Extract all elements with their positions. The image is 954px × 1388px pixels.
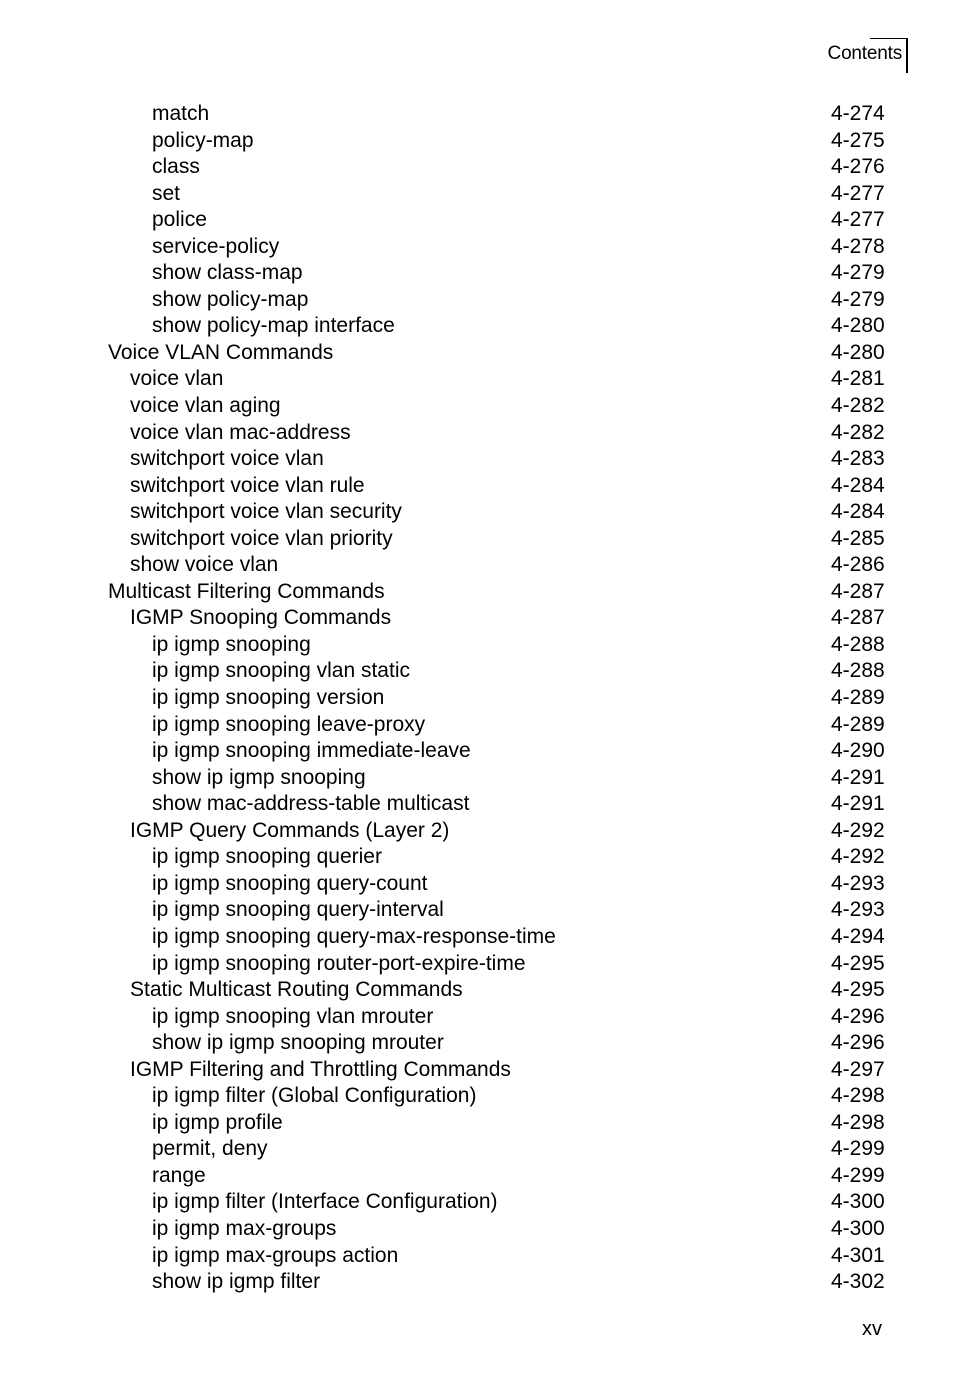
toc-entry-title: Multicast Filtering Commands	[108, 579, 385, 603]
toc-entry[interactable]	[0, 207, 954, 234]
toc-entry-title: show class-map	[152, 261, 303, 285]
header-vertical-rule	[906, 38, 908, 73]
toc-entry-title: switchport voice vlan priority	[130, 526, 393, 550]
toc-entry[interactable]	[0, 526, 954, 553]
toc-entry-title: ip igmp snooping vlan static	[152, 659, 410, 683]
toc-entry[interactable]	[0, 1163, 954, 1190]
toc-entry-title: voice vlan aging	[130, 394, 281, 418]
toc-entry-page: 4-280	[831, 314, 885, 338]
toc-entry[interactable]	[0, 499, 954, 526]
toc-entry-page: 4-279	[831, 261, 885, 285]
toc-entry[interactable]	[0, 605, 954, 632]
toc-entry[interactable]	[0, 1083, 954, 1110]
toc-entry-title: voice vlan mac-address	[130, 420, 351, 444]
toc-entry-title: service-policy	[152, 234, 280, 258]
toc-entry-page: 4-282	[831, 420, 885, 444]
toc-entry-page: 4-277	[831, 181, 885, 205]
toc-entry-title: set	[152, 181, 181, 205]
toc-entry-page: 4-286	[831, 553, 885, 577]
toc-entry-page: 4-298	[831, 1110, 885, 1134]
toc-entry-title: ip igmp max-groups	[152, 1216, 337, 1240]
toc-entry-page: 4-277	[831, 208, 885, 232]
toc-entry-title: ip igmp snooping router-port-expire-time	[152, 951, 526, 975]
toc-entry-title: ip igmp snooping vlan mrouter	[152, 1004, 434, 1028]
toc-entry-page: 4-297	[831, 1057, 885, 1081]
toc-entry-title: show policy-map	[152, 287, 309, 311]
toc-entry-page: 4-283	[831, 447, 885, 471]
toc-entry-page: 4-296	[831, 1004, 885, 1028]
toc-entry-title: switchport voice vlan rule	[130, 473, 365, 497]
toc-entry-title: switchport voice vlan security	[130, 500, 402, 524]
toc-entry[interactable]	[0, 552, 954, 579]
toc-entry-page: 4-299	[831, 1137, 885, 1161]
toc-entry-title: show ip igmp snooping mrouter	[152, 1031, 444, 1055]
toc-entry-page: 4-276	[831, 155, 885, 179]
toc-entry-page: 4-284	[831, 473, 885, 497]
toc-entry[interactable]	[0, 1269, 954, 1296]
toc-entry-title: range	[152, 1163, 206, 1187]
toc-entry-title: ip igmp max-groups action	[152, 1243, 399, 1267]
toc-entry[interactable]	[0, 632, 954, 659]
toc-entry-page: 4-300	[831, 1190, 885, 1214]
toc-entry-page: 4-292	[831, 845, 885, 869]
toc-entry-page: 4-293	[831, 898, 885, 922]
toc-entry[interactable]	[0, 951, 954, 978]
toc-entry-title: show ip igmp filter	[152, 1270, 321, 1294]
toc-entry-page: 4-287	[831, 579, 885, 603]
toc-entry-title: IGMP Query Commands (Layer 2)	[130, 818, 450, 842]
toc-entry-page: 4-280	[831, 340, 885, 364]
toc-entry[interactable]	[0, 765, 954, 792]
toc-entry-page: 4-300	[831, 1216, 885, 1240]
toc-entry-page: 4-295	[831, 951, 885, 975]
toc-entry-title: permit, deny	[152, 1137, 268, 1161]
toc-entry[interactable]	[0, 658, 954, 685]
toc-entry-title: ip igmp snooping query-interval	[152, 898, 444, 922]
page-number: xv	[862, 1318, 882, 1340]
toc-entry-page: 4-287	[831, 606, 885, 630]
section-label: Contents	[827, 43, 902, 64]
toc-entry-title: class	[152, 155, 200, 179]
toc-entry[interactable]	[0, 897, 954, 924]
toc-entry[interactable]	[0, 1189, 954, 1216]
toc-entry[interactable]	[0, 420, 954, 447]
toc-entry[interactable]	[0, 791, 954, 818]
toc-entry-title: IGMP Snooping Commands	[130, 606, 392, 630]
toc-entry-title: IGMP Filtering and Throttling Commands	[130, 1057, 511, 1081]
toc-entry[interactable]	[0, 154, 954, 181]
toc-entry-title: ip igmp snooping version	[152, 686, 385, 710]
toc-entry-page: 4-299	[831, 1163, 885, 1187]
toc-entry-title: ip igmp snooping querier	[152, 845, 382, 869]
toc-entry-page: 4-284	[831, 500, 885, 524]
toc-entry[interactable]	[0, 446, 954, 473]
toc-entry-page: 4-291	[831, 765, 885, 789]
toc-entry-page: 4-294	[831, 924, 885, 948]
toc-entry-title: switchport voice vlan	[130, 447, 324, 471]
toc-entry-title: show ip igmp snooping	[152, 765, 366, 789]
toc-entry-title: ip igmp snooping leave-proxy	[152, 712, 426, 736]
table-of-contents	[0, 101, 954, 1296]
toc-entry[interactable]	[0, 738, 954, 765]
toc-entry[interactable]	[0, 871, 954, 898]
toc-entry-title: ip igmp snooping query-count	[152, 871, 428, 895]
toc-entry[interactable]	[0, 977, 954, 1004]
toc-entry[interactable]	[0, 1216, 954, 1243]
toc-entry-title: ip igmp snooping immediate-leave	[152, 739, 471, 763]
toc-entry-page: 4-301	[831, 1243, 885, 1267]
toc-entry[interactable]	[0, 1004, 954, 1031]
toc-entry-page: 4-290	[831, 739, 885, 763]
toc-entry[interactable]	[0, 579, 954, 606]
toc-entry-title: ip igmp profile	[152, 1110, 283, 1134]
toc-entry-title: voice vlan	[130, 367, 224, 391]
toc-entry[interactable]	[0, 1136, 954, 1163]
toc-entry-page: 4-289	[831, 712, 885, 736]
toc-entry-page: 4-274	[831, 102, 885, 125]
toc-entry[interactable]	[0, 818, 954, 845]
toc-entry[interactable]	[0, 1110, 954, 1137]
toc-entry[interactable]	[0, 924, 954, 951]
toc-entry[interactable]	[0, 313, 954, 340]
toc-entry-title: Voice VLAN Commands	[108, 340, 334, 364]
toc-entry[interactable]	[0, 1030, 954, 1057]
toc-entry[interactable]	[0, 260, 954, 287]
toc-entry-title: Static Multicast Routing Commands	[130, 978, 463, 1002]
toc-entry-page: 4-281	[831, 367, 885, 391]
toc-entry[interactable]	[0, 1057, 954, 1084]
toc-entry[interactable]	[0, 101, 954, 128]
toc-entry-title: show policy-map interface	[152, 314, 395, 338]
toc-entry-title: policy-map	[152, 128, 254, 152]
toc-entry[interactable]	[0, 366, 954, 393]
toc-entry[interactable]	[0, 712, 954, 739]
toc-entry-title: ip igmp filter (Global Configuration)	[152, 1084, 477, 1108]
toc-entry[interactable]	[0, 287, 954, 314]
toc-entry-page: 4-275	[831, 128, 885, 152]
toc-entry-title: ip igmp filter (Interface Configuration)	[152, 1190, 498, 1214]
header-top-rule	[870, 38, 908, 39]
toc-entry-page: 4-298	[831, 1084, 885, 1108]
toc-entry-title: ip igmp snooping query-max-response-time	[152, 924, 556, 948]
toc-entry-page: 4-302	[831, 1270, 885, 1294]
toc-entry-page: 4-291	[831, 792, 885, 816]
toc-entry[interactable]	[0, 473, 954, 500]
toc-entry-title: show mac-address-table multicast	[152, 792, 470, 816]
toc-entry-page: 4-285	[831, 526, 885, 550]
toc-entry[interactable]	[0, 340, 954, 367]
toc-entry-page: 4-293	[831, 871, 885, 895]
toc-entry-page: 4-288	[831, 659, 885, 683]
toc-entry-page: 4-295	[831, 978, 885, 1002]
toc-entry[interactable]	[0, 393, 954, 420]
toc-entry-page: 4-296	[831, 1031, 885, 1055]
toc-entry[interactable]	[0, 844, 954, 871]
toc-entry[interactable]	[0, 685, 954, 712]
toc-entry-page: 4-279	[831, 287, 885, 311]
toc-entry[interactable]	[0, 234, 954, 261]
toc-entry-page: 4-288	[831, 632, 885, 656]
toc-entry-title: match	[152, 102, 210, 125]
toc-entry[interactable]	[0, 1243, 954, 1270]
toc-entry-page: 4-289	[831, 686, 885, 710]
toc-entry-page: 4-292	[831, 818, 885, 842]
toc-entry-page: 4-282	[831, 394, 885, 418]
toc-entry-title: ip igmp snooping	[152, 632, 311, 656]
toc-entry[interactable]	[0, 128, 954, 155]
toc-entry-title: show voice vlan	[130, 553, 279, 577]
toc-entry[interactable]	[0, 181, 954, 208]
toc-entry-page: 4-278	[831, 234, 885, 258]
toc-entry-title: police	[152, 208, 207, 232]
